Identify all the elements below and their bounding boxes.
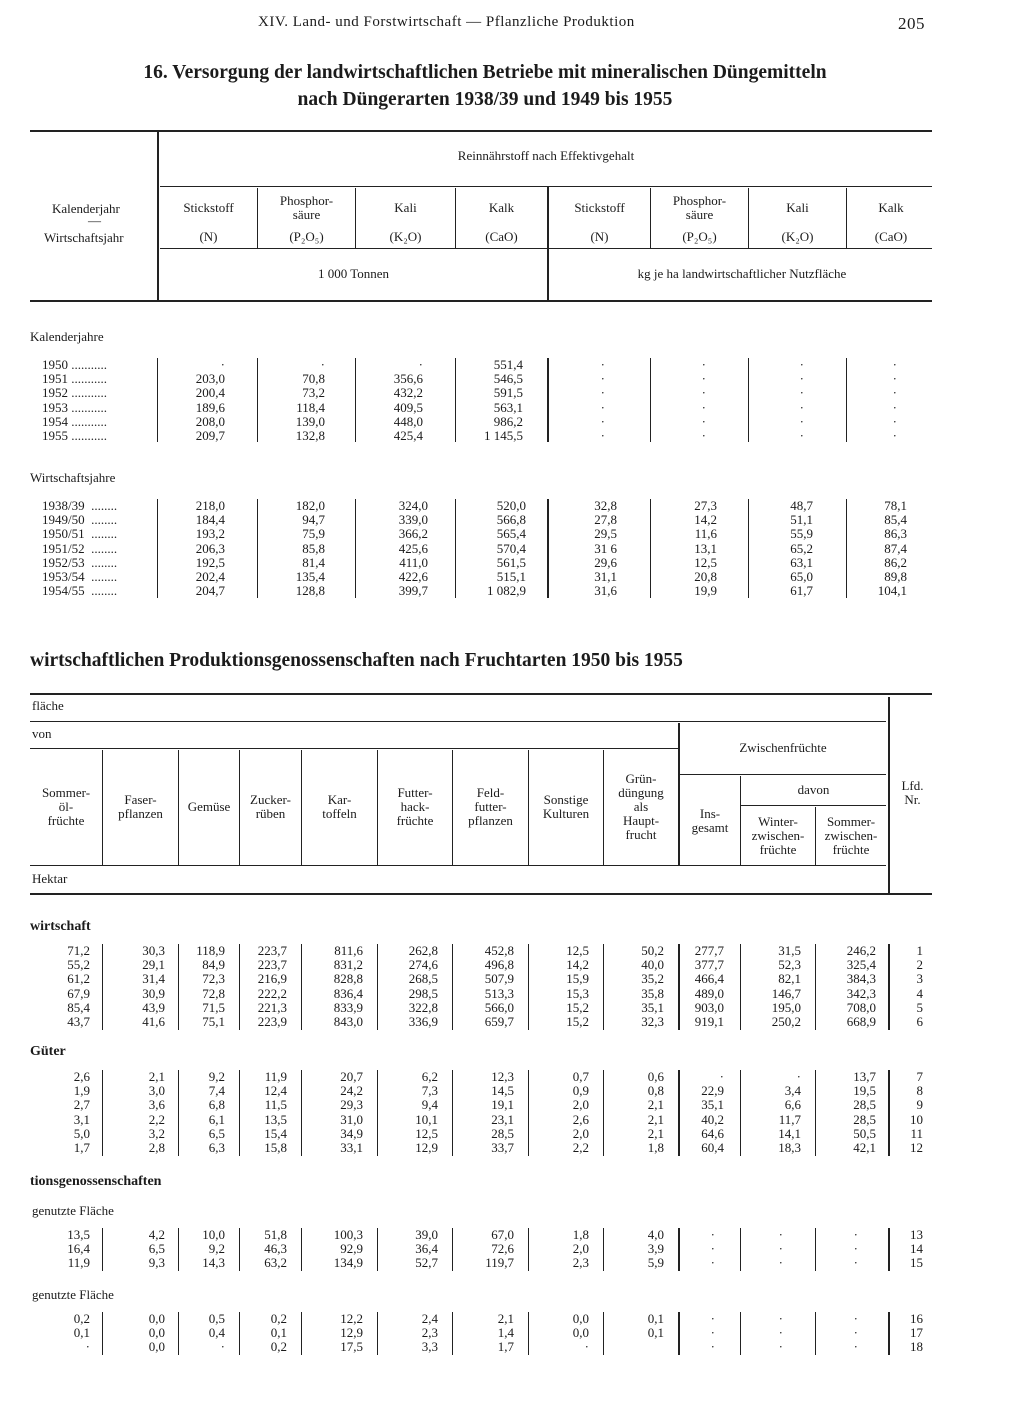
row-von: von bbox=[32, 726, 52, 741]
body-rule bbox=[740, 1070, 741, 1156]
b3-gruen: 4,0 3,9 5,9 bbox=[647, 1227, 664, 1271]
b1-lfd: 1 2 3 4 5 6 bbox=[916, 943, 923, 1030]
running-header: XIV. Land- und Forstwirtschaft — Pflanzliche Produktion bbox=[258, 14, 635, 30]
b2-lfd: 7 8 9 10 11 12 bbox=[910, 1069, 923, 1156]
body-rule bbox=[239, 1312, 240, 1355]
col-name: Phosphor- säure bbox=[672, 193, 727, 222]
body-rule bbox=[748, 358, 749, 442]
b4-gruen: 0,1 0,1 bbox=[647, 1311, 664, 1341]
body-rule bbox=[815, 1228, 816, 1271]
table16-group-rule bbox=[160, 186, 932, 187]
cal-col-phosphor: · 70,8 73,2 118,4 139,0 132,8 bbox=[295, 357, 325, 444]
b2-kartoffeln: 20,7 24,2 29,3 31,0 34,9 33,1 bbox=[340, 1069, 363, 1156]
calendar-year-labels: 1950 ........... 1951 ........... 1952 ........... 1953 ........... 1954 ........... 1955 ........... bbox=[42, 357, 107, 444]
body-rule bbox=[455, 499, 456, 598]
body-rule bbox=[239, 1228, 240, 1271]
body-rule bbox=[815, 1070, 816, 1156]
b4-faser: 0,0 0,0 0,0 bbox=[148, 1311, 165, 1355]
col-gemuese: Gemüse bbox=[187, 799, 231, 814]
col-head-kali-ha bbox=[749, 194, 846, 244]
body-rule bbox=[846, 499, 847, 598]
econ-col-kali-ha: 48,7 51,1 55,9 65,2 63,1 65,0 61,7 bbox=[790, 498, 813, 599]
body-rule bbox=[301, 944, 302, 1030]
col-name: Kali bbox=[786, 200, 809, 215]
col-head-phosphorsaeure bbox=[258, 194, 355, 244]
econ-col-kalk-ha: 78,1 85,4 86,3 87,4 86,2 89,8 104,1 bbox=[877, 498, 907, 599]
b2-gruen: 0,6 0,8 2,1 2,1 2,1 1,8 bbox=[647, 1069, 664, 1156]
section-wirtschaftsjahre: Wirtschaftsjahre bbox=[30, 470, 116, 485]
section-wirtschaft: wirtschaft bbox=[30, 919, 91, 934]
subsection-genutzte-flaeche-1: genutzte Fläche bbox=[32, 1203, 114, 1218]
body-rule bbox=[815, 944, 816, 1030]
body-rule bbox=[888, 1228, 890, 1271]
b4-sonstige: 0,0 0,0 · bbox=[572, 1311, 589, 1355]
col-name: Kali bbox=[394, 200, 417, 215]
b2-zucker: 11,9 12,4 11,5 13,5 15,4 15,8 bbox=[264, 1069, 287, 1156]
b3-lfd: 13 14 15 bbox=[910, 1227, 923, 1271]
table16-title-line1: 16. Versorgung der landwirtschaftlichen Betriebe mit mineralischen Düngemitteln bbox=[143, 62, 827, 83]
col-head-kali bbox=[356, 194, 455, 244]
section-kalenderjahre: Kalenderjahre bbox=[30, 329, 104, 344]
col-formula: (K₂O) bbox=[389, 229, 422, 244]
economic-year-labels: 1938/39 ........ 1949/50 ........ 1950/51 ........ 1951/52 ........ 1952/53 ........ 1953/54 ........ 1954/55 ........ bbox=[42, 498, 118, 599]
body-rule bbox=[102, 1312, 103, 1355]
b3-futterhack: 39,0 36,4 52,7 bbox=[415, 1227, 438, 1271]
b2-sonstige: 0,7 0,9 2,0 2,6 2,0 2,2 bbox=[572, 1069, 589, 1156]
body-rule bbox=[377, 944, 378, 1030]
b3-faser: 4,2 6,5 9,3 bbox=[148, 1227, 165, 1271]
body-rule bbox=[452, 1228, 453, 1271]
b3-sommeroel: 13,5 16,4 11,9 bbox=[67, 1227, 90, 1271]
col-davon: davon bbox=[797, 782, 830, 797]
col-head-stickstoff-ha bbox=[549, 194, 650, 244]
body-rule bbox=[257, 358, 258, 442]
b4-sommeroel: 0,2 0,1 · bbox=[73, 1311, 90, 1355]
body-rule bbox=[239, 1070, 240, 1156]
col-insgesamt: Ins- gesamt bbox=[691, 806, 729, 835]
b1-zucker: 223,7 223,7 216,9 222,2 221,3 223,9 bbox=[257, 943, 287, 1030]
body-rule bbox=[603, 1312, 604, 1355]
b4-insgesamt: · · · bbox=[710, 1311, 715, 1355]
body-rule bbox=[678, 1228, 680, 1271]
col-head-stickstoff bbox=[160, 194, 257, 244]
body-rule bbox=[650, 499, 651, 598]
table2-rule-von bbox=[30, 748, 678, 749]
body-rule bbox=[603, 944, 604, 1030]
cal-col-kalk-ha: · · · · · · bbox=[892, 357, 897, 444]
table2-rule-zwischen bbox=[680, 774, 886, 775]
col-zwischenfruechte: Zwischenfrüchte bbox=[739, 740, 827, 755]
b4-zucker: 0,2 0,1 0,2 bbox=[270, 1311, 287, 1355]
b1-gruen: 50,2 40,0 35,2 35,8 35,1 32,3 bbox=[641, 943, 664, 1030]
col-gruenduengung: Grün- düngung als Haupt- frucht bbox=[618, 771, 664, 842]
body-rule bbox=[740, 1228, 741, 1271]
page-number: 205 bbox=[898, 14, 925, 33]
b1-futterhack: 262,8 274,6 268,5 298,5 322,8 336,9 bbox=[408, 943, 438, 1030]
body-rule bbox=[603, 1070, 604, 1156]
body-rule bbox=[102, 944, 103, 1030]
col-sommeroelfruechte: Sommer- öl- früchte bbox=[41, 785, 91, 828]
body-rule bbox=[888, 1070, 890, 1156]
body-rule bbox=[239, 944, 240, 1030]
body-rule bbox=[301, 1312, 302, 1355]
b3-kartoffeln: 100,3 92,9 134,9 bbox=[333, 1227, 363, 1271]
col-name: Kalk bbox=[488, 200, 515, 215]
body-rule bbox=[452, 1312, 453, 1355]
body-rule bbox=[603, 1228, 604, 1271]
b1-gemuese: 118,9 84,9 72,3 72,8 71,5 75,1 bbox=[196, 943, 225, 1030]
b4-sommer: · · · bbox=[853, 1311, 858, 1355]
body-rule bbox=[528, 1312, 529, 1355]
stub-head-dash: — bbox=[88, 213, 101, 228]
b1-feldfutter: 452,8 496,8 507,9 513,3 566,0 659,7 bbox=[484, 943, 514, 1030]
body-rule bbox=[157, 358, 158, 442]
table16-stub-divider bbox=[157, 130, 159, 300]
table16-header-bottom-rule bbox=[30, 300, 932, 302]
col-winterzwischen: Winter- zwischen- früchte bbox=[751, 814, 805, 857]
body-rule bbox=[455, 358, 456, 442]
body-rule bbox=[377, 1228, 378, 1271]
table2-rule-davon bbox=[741, 805, 886, 806]
body-rule bbox=[157, 499, 158, 598]
b4-kartoffeln: 12,2 12,9 17,5 bbox=[340, 1311, 363, 1355]
body-rule bbox=[178, 1228, 179, 1271]
section-genossenschaften: tionsgenossenschaften bbox=[30, 1174, 162, 1189]
b1-sonstige: 12,5 14,2 15,9 15,3 15,2 15,2 bbox=[566, 943, 589, 1030]
col-formula: (P₂O₅) bbox=[682, 229, 717, 244]
col-futterhackfruechte: Futter- hack- früchte bbox=[396, 785, 434, 828]
col-formula: (CaO) bbox=[485, 229, 518, 244]
body-rule bbox=[528, 1070, 529, 1156]
body-rule bbox=[377, 1312, 378, 1355]
body-rule bbox=[178, 1070, 179, 1156]
b1-sommeroel: 71,2 55,2 61,2 67,9 85,4 43,7 bbox=[67, 943, 90, 1030]
table2-rule-hektar-top bbox=[30, 865, 886, 866]
col-sonstige-kulturen: Sonstige Kulturen bbox=[542, 792, 590, 821]
cal-col-kali-ha: · · · · · · bbox=[799, 357, 804, 444]
col-lfd-nr: Lfd. Nr. bbox=[901, 778, 924, 807]
col-head-phosphorsaeure-ha bbox=[651, 194, 748, 244]
body-rule bbox=[178, 944, 179, 1030]
body-rule bbox=[452, 944, 453, 1030]
b2-sommeroel: 2,6 1,9 2,7 3,1 5,0 1,7 bbox=[73, 1069, 90, 1156]
cal-col-kalk: 551,4 546,5 591,5 563,1 986,2 1 145,5 bbox=[484, 357, 523, 444]
b2-winter: · 3,4 6,6 11,7 14,1 18,3 bbox=[778, 1069, 801, 1156]
col-faserpflanzen: Faser- pflanzen bbox=[118, 792, 163, 821]
body-rule bbox=[888, 1312, 890, 1355]
body-rule bbox=[650, 358, 651, 442]
econ-col-kalk: 520,0 566,8 565,4 570,4 561,5 515,1 1 082,9 bbox=[487, 498, 526, 599]
body-rule bbox=[452, 1070, 453, 1156]
col-formula: (P₂O₅) bbox=[289, 229, 324, 244]
b1-winter: 31,5 52,3 82,1 146,7 195,0 250,2 bbox=[771, 943, 801, 1030]
econ-col-phosphor-ha: 27,3 14,2 11,6 13,1 12,5 20,8 19,9 bbox=[694, 498, 717, 599]
econ-col-stickstoff: 218,0 184,4 193,2 206,3 192,5 202,4 204,7 bbox=[195, 498, 225, 599]
body-rule bbox=[355, 499, 356, 598]
cal-col-stickstoff-ha: · · · · · · bbox=[600, 357, 605, 444]
col-formula: (N) bbox=[199, 229, 218, 244]
b2-futterhack: 6,2 7,3 9,4 10,1 12,5 12,9 bbox=[415, 1069, 438, 1156]
col-feldfutterpflanzen: Feld- futter- pflanzen bbox=[468, 785, 513, 828]
b4-winter: · · · bbox=[778, 1311, 783, 1355]
table16-unit-rule bbox=[160, 248, 932, 249]
body-rule bbox=[678, 1312, 680, 1355]
col-formula: (N) bbox=[590, 229, 609, 244]
cal-col-kali: · 356,6 432,2 409,5 448,0 425,4 bbox=[393, 357, 423, 444]
stub-head-kalenderjahr: Kalenderjahr bbox=[52, 201, 120, 216]
b3-sommer: · · · bbox=[853, 1227, 858, 1271]
body-rule bbox=[547, 358, 549, 442]
body-rule bbox=[257, 499, 258, 598]
body-rule bbox=[678, 1070, 680, 1156]
body-rule bbox=[102, 1070, 103, 1156]
col-sommerzwischen: Sommer- zwischen- früchte bbox=[824, 814, 878, 857]
b2-insgesamt: · 22,9 35,1 40,2 64,6 60,4 bbox=[701, 1069, 724, 1156]
body-rule bbox=[528, 1228, 529, 1271]
b2-gemuese: 9,2 7,4 6,8 6,1 6,5 6,3 bbox=[208, 1069, 225, 1156]
row-flaeche: fläche bbox=[32, 698, 64, 713]
b3-winter: · · · bbox=[778, 1227, 783, 1271]
table2-title: wirtschaftlichen Produktionsgenossenschaften nach Fruchtarten 1950 bis 1955 bbox=[30, 650, 683, 671]
body-rule bbox=[547, 499, 549, 598]
col-head-kalk-ha bbox=[847, 194, 935, 244]
unit-kg-je-ha: kg je ha landwirtschaftlicher Nutzfläche bbox=[637, 266, 847, 281]
b2-sommer: 13,7 19,5 28,5 28,5 50,5 42,1 bbox=[853, 1069, 876, 1156]
subsection-genutzte-flaeche-2: genutzte Fläche bbox=[32, 1287, 114, 1302]
col-formula: (CaO) bbox=[874, 229, 908, 244]
b1-insgesamt: 277,7 377,7 466,4 489,0 903,0 919,1 bbox=[694, 943, 724, 1030]
econ-col-phosphor: 182,0 94,7 75,9 85,8 81,4 135,4 128,8 bbox=[295, 498, 325, 599]
b3-sonstige: 1,8 2,0 2,3 bbox=[572, 1227, 589, 1271]
body-rule bbox=[178, 1312, 179, 1355]
b2-faser: 2,1 3,0 3,6 2,2 3,2 2,8 bbox=[148, 1069, 165, 1156]
b2-feldfutter: 12,3 14,5 19,1 23,1 28,5 33,7 bbox=[491, 1069, 514, 1156]
b1-kartoffeln: 811,6 831,2 828,8 836,4 833,9 843,0 bbox=[333, 943, 363, 1030]
section-gueter: Güter bbox=[30, 1044, 66, 1059]
b3-feldfutter: 67,0 72,6 119,7 bbox=[485, 1227, 514, 1271]
body-rule bbox=[740, 1312, 741, 1355]
table16-title-line2: nach Düngerarten 1938/39 und 1949 bis 1955 bbox=[297, 89, 673, 110]
table2-header-bottom-rule bbox=[30, 893, 932, 895]
body-rule bbox=[846, 358, 847, 442]
group-head-reinnaehrstoff: Reinnährstoff nach Effektivgehalt bbox=[457, 148, 635, 163]
b4-futterhack: 2,4 2,3 3,3 bbox=[421, 1311, 438, 1355]
table2-top-rule bbox=[30, 693, 932, 695]
econ-col-stickstoff-ha: 32,8 27,8 29,5 31 6 29,6 31,1 31,6 bbox=[594, 498, 617, 599]
body-rule bbox=[740, 944, 741, 1030]
b3-zucker: 51,8 46,3 63,2 bbox=[264, 1227, 287, 1271]
col-zuckerrueben: Zucker- rüben bbox=[250, 792, 291, 821]
table16-top-rule bbox=[30, 130, 932, 132]
b1-faser: 30,3 29,1 31,4 30,9 43,9 41,6 bbox=[142, 943, 165, 1030]
body-rule bbox=[301, 1228, 302, 1271]
col-name: Kalk bbox=[878, 200, 904, 215]
table2-rule-flaeche bbox=[30, 721, 886, 722]
unit-hektar: Hektar bbox=[32, 871, 68, 886]
b4-feldfutter: 2,1 1,4 1,7 bbox=[497, 1311, 514, 1355]
unit-tonnen: 1 000 Tonnen bbox=[317, 266, 390, 281]
b1-sommer: 246,2 325,4 384,3 342,3 708,0 668,9 bbox=[846, 943, 876, 1030]
body-rule bbox=[301, 1070, 302, 1156]
cal-col-stickstoff: · 203,0 200,4 189,6 208,0 209,7 bbox=[195, 357, 225, 444]
col-formula: (K₂O) bbox=[781, 229, 814, 244]
b4-gemuese: 0,5 0,4 · bbox=[208, 1311, 225, 1355]
body-rule bbox=[815, 1312, 816, 1355]
b4-lfd: 16 17 18 bbox=[910, 1311, 923, 1355]
stub-head-wirtschaftsjahr: Wirtschaftsjahr bbox=[44, 230, 124, 245]
col-head-kalk bbox=[456, 194, 547, 244]
col-kartoffeln: Kar- toffeln bbox=[322, 792, 357, 821]
col-name: Stickstoff bbox=[574, 200, 625, 215]
b3-insgesamt: · · · bbox=[710, 1227, 715, 1271]
body-rule bbox=[102, 1228, 103, 1271]
body-rule bbox=[678, 944, 680, 1030]
body-rule bbox=[528, 944, 529, 1030]
col-name: Phosphor- säure bbox=[279, 193, 334, 222]
body-rule bbox=[888, 944, 890, 1030]
econ-col-kali: 324,0 339,0 366,2 425,6 411,0 422,6 399,7 bbox=[398, 498, 428, 599]
cal-col-phosphor-ha: · · · · · · bbox=[701, 357, 706, 444]
b3-gemuese: 10,0 9,2 14,3 bbox=[202, 1227, 225, 1271]
body-rule bbox=[377, 1070, 378, 1156]
col-name: Stickstoff bbox=[183, 200, 234, 215]
body-rule bbox=[748, 499, 749, 598]
body-rule bbox=[355, 358, 356, 442]
